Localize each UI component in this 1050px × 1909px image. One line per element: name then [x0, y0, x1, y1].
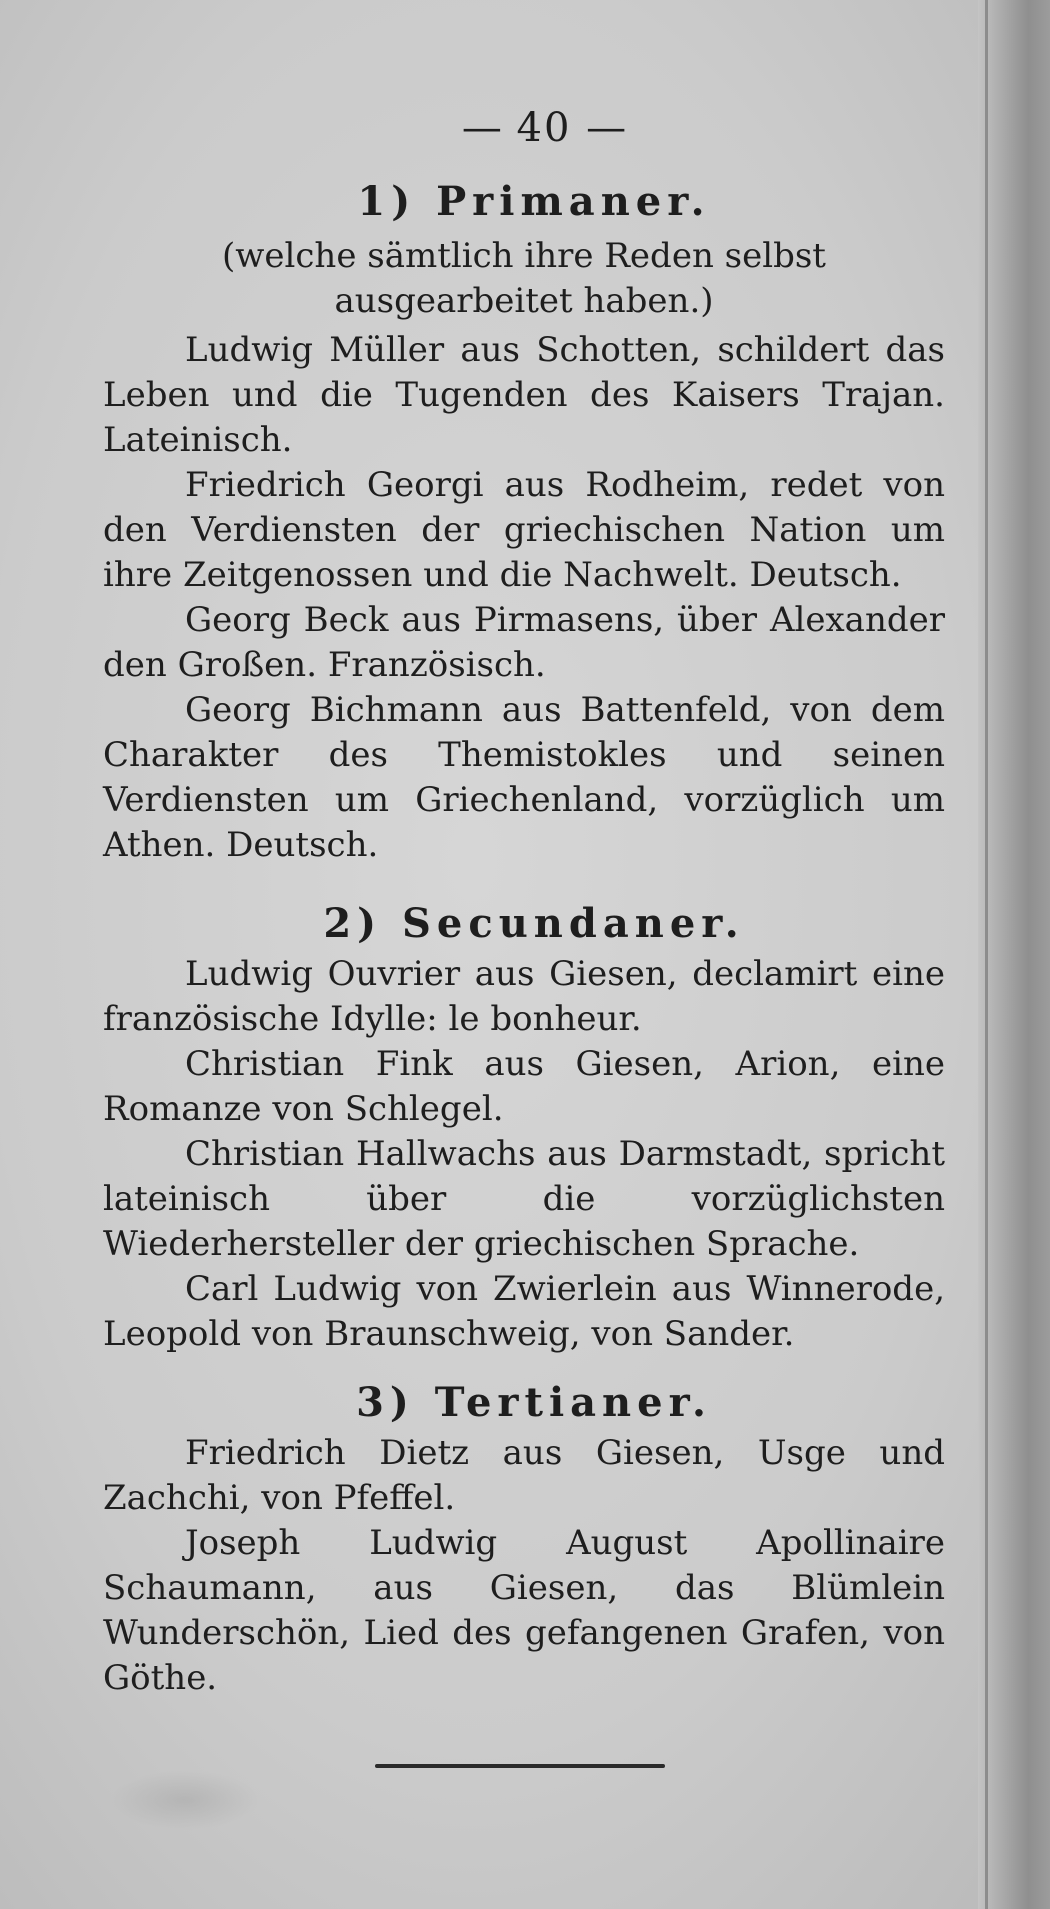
entry: Christian Hallwachs aus Darmstadt, spricht lateinisch über die vorzüglichsten Wiederhersteller der griechischen Sprache. [103, 1134, 945, 1264]
entry: Georg Bichmann aus Battenfeld, von dem Charakter des Themistokles und seinen Verdiensten um Griechenland, vorzüglich um Athen. Deutsch. [103, 690, 945, 865]
entry: Friedrich Georgi aus Rodheim, redet von den Verdiensten der griechischen Nation um ihre Zeitgenossen und die Nachwelt. Deutsch. [103, 465, 945, 595]
entry: Christian Fink aus Giesen, Arion, eine Romanze von Schlegel. [103, 1044, 945, 1129]
entry: Carl Ludwig von Zwierlein aus Winnerode, Leopold von Braunschweig, von Sander. [103, 1269, 945, 1354]
entry: Friedrich Dietz aus Giesen, Usge und Zachchi, von Pfeffel. [103, 1433, 945, 1518]
page-header [143, 100, 945, 156]
entry: Ludwig Müller aus Schotten, schildert das Leben und die Tugenden des Kaisers Trajan. Lateinisch. [103, 330, 945, 460]
header-dash-left: — [461, 105, 502, 151]
section-heading-tertianer: 3) Tertianer. [356, 1379, 712, 1426]
page-number: 40 [516, 105, 572, 151]
header-dash-right: — [586, 105, 627, 151]
binding-shadow [985, 0, 988, 1909]
entry: Georg Beck aus Pirmasens, über Alexander den Großen. Französisch. [103, 600, 945, 685]
section-heading-secundaner: 2) Secundaner. [323, 900, 745, 947]
entry: Joseph Ludwig August Apollinaire Schaumann, aus Giesen, das Blümlein Wunderschön, Lied des gefangenen Grafen, von Göthe. [103, 1523, 945, 1698]
closing-rule [375, 1764, 665, 1768]
ink-smudge [110, 1770, 260, 1830]
entry: Ludwig Ouvrier aus Giesen, declamirt eine französische Idylle: le bonheur. [103, 954, 945, 1039]
binding-edge [978, 0, 1050, 1909]
page-text [103, 100, 945, 1701]
section-heading-primaner: 1) Primaner. [357, 178, 711, 225]
section-note-primaner: (welche sämtlich ihre Reden selbst ausgearbeitet haben.) [222, 236, 826, 321]
